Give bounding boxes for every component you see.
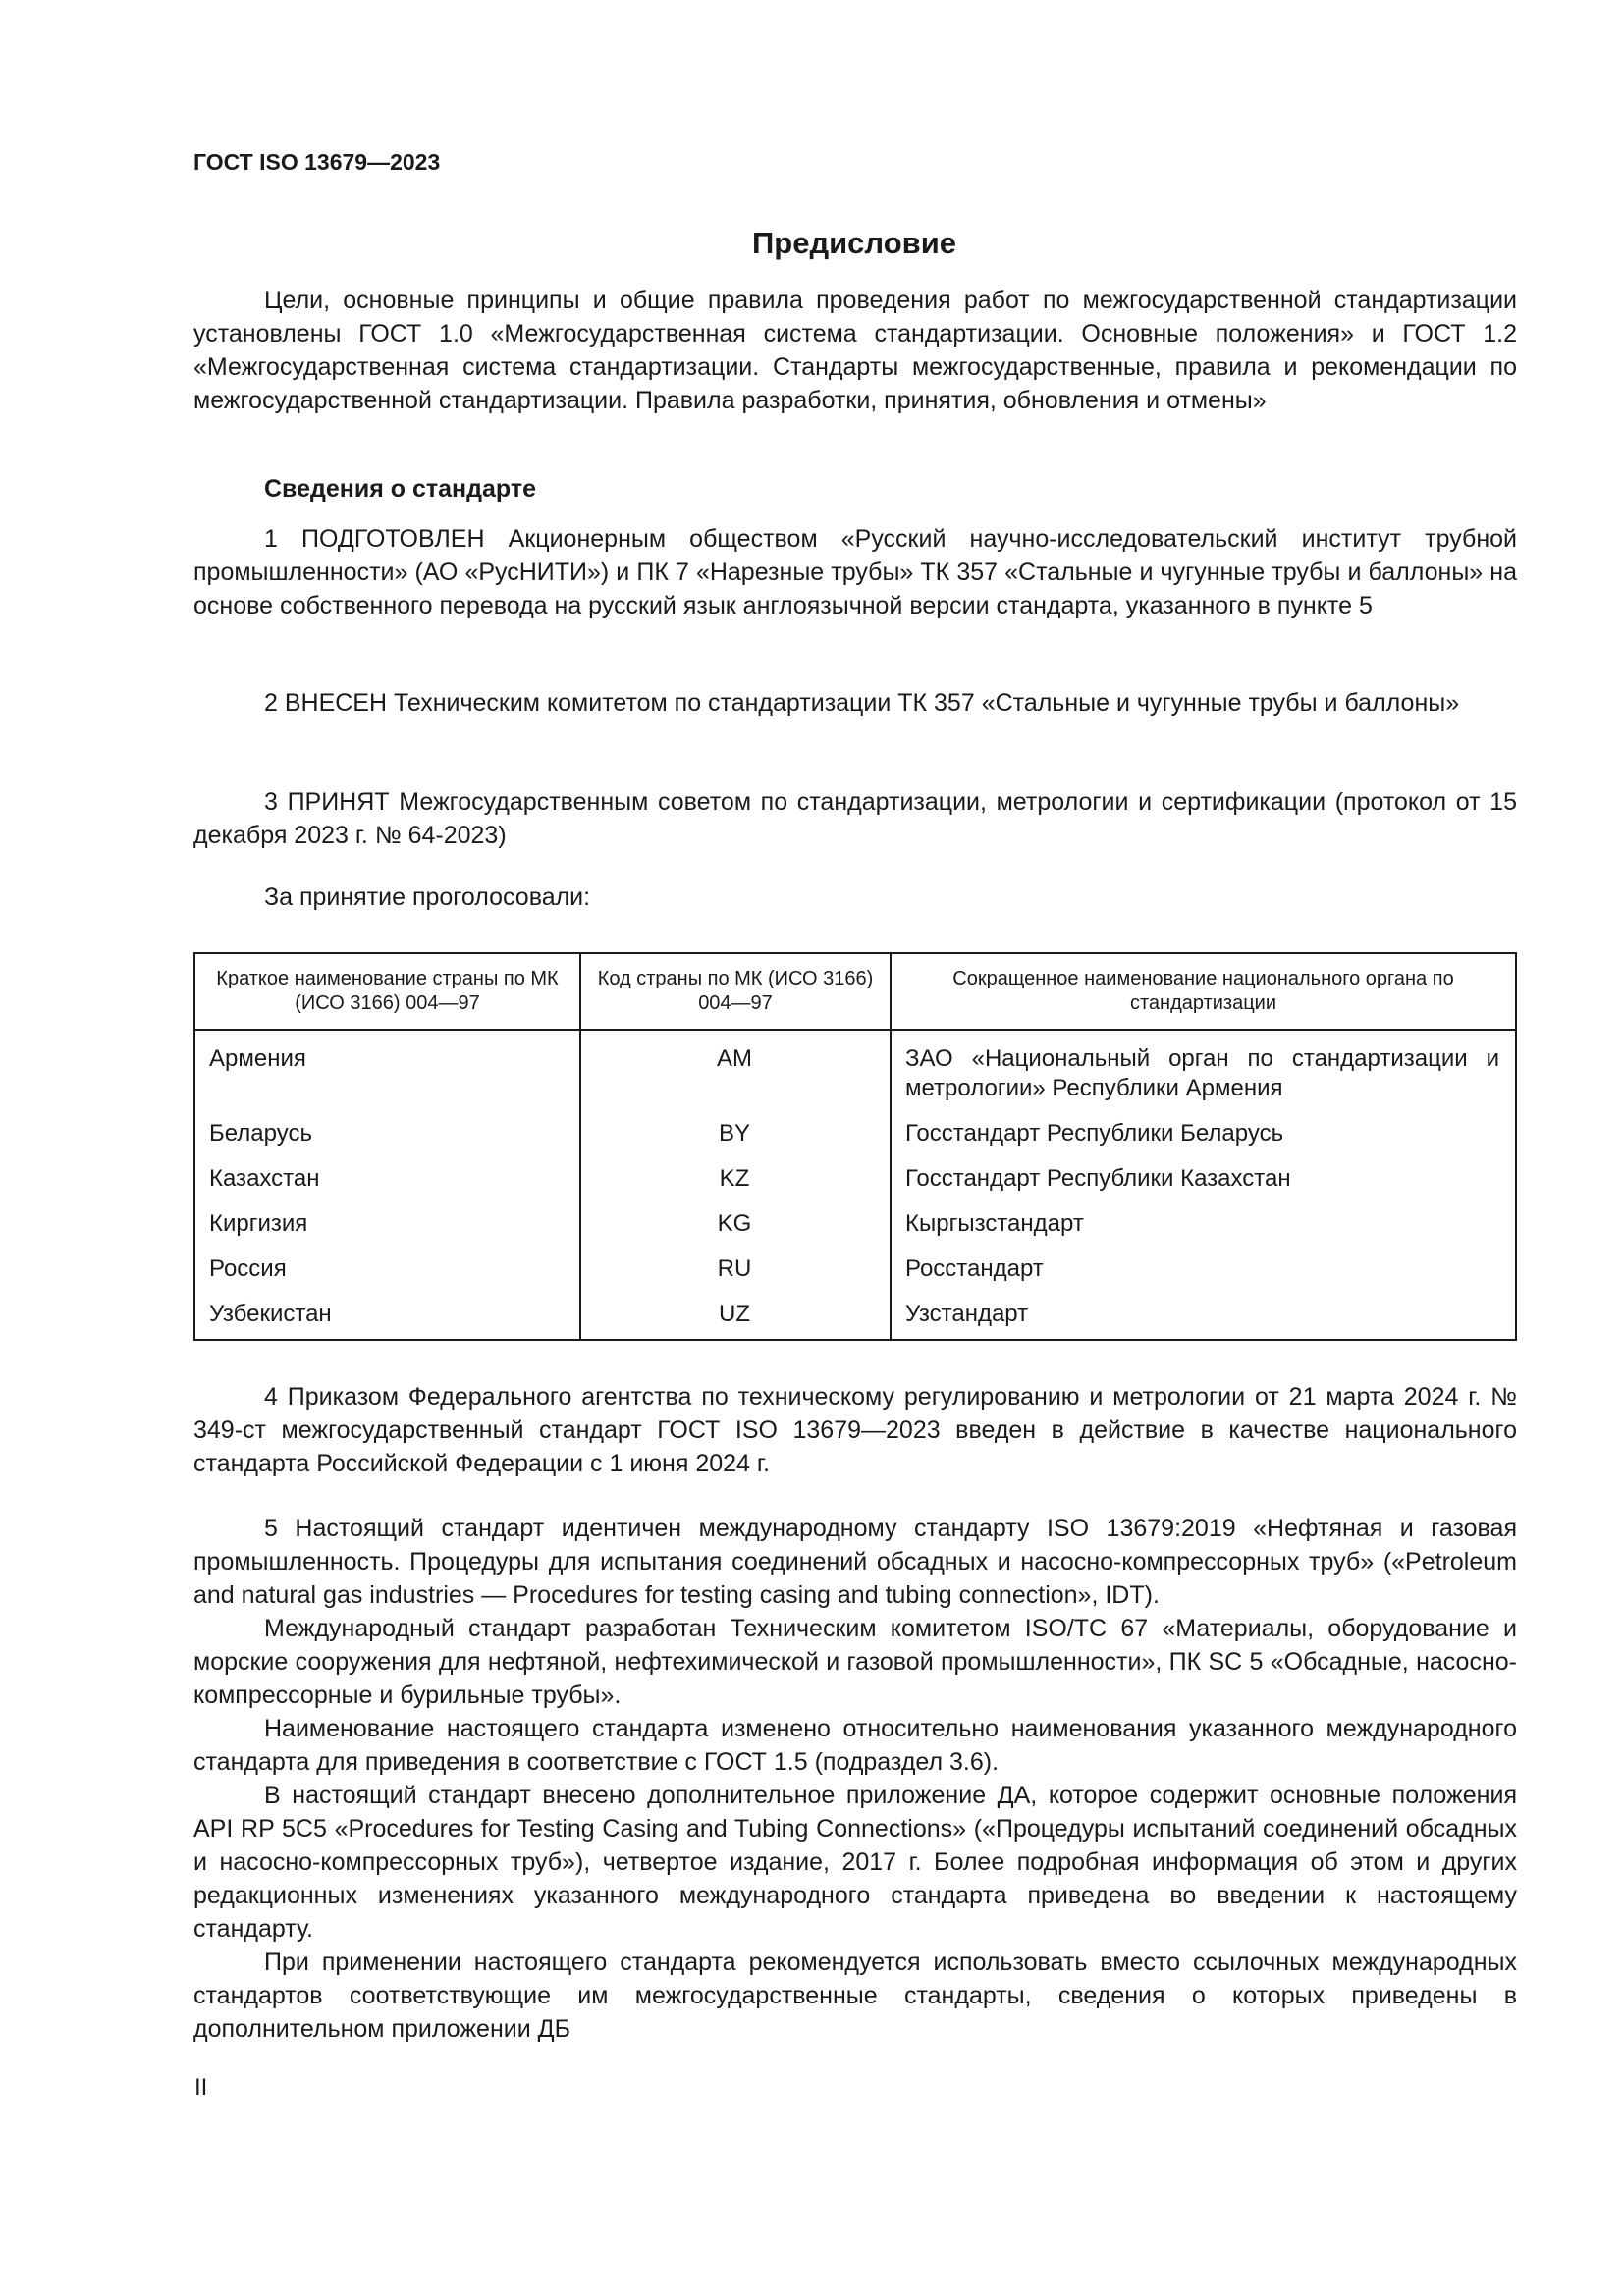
country-name-cell: Беларусь bbox=[194, 1111, 580, 1156]
column-header-country-name: Краткое наименование страны по МК (ИСО 3166) 004—97 bbox=[194, 953, 580, 1030]
country-name-cell: Казахстан bbox=[194, 1156, 580, 1201]
intro-paragraph: Цели, основные принципы и общие правила проведения работ по межгосударственной стандартизации установлены ГОСТ 1.0 «Межгосударственная система стандартизации. Основные положения» и ГОСТ 1.2 «Межгосударственная система стандартизации. Стандарты межгосударственные, правила и рекомендации по межгосударственной стандартизации. Правила разработки, принятия, обновления и отмены» bbox=[193, 287, 1517, 414]
page-title: Предисловие bbox=[751, 226, 956, 260]
country-name-cell: Армения bbox=[194, 1030, 580, 1111]
country-code-cell: BY bbox=[580, 1111, 891, 1156]
item-1-paragraph: 1 ПОДГОТОВЛЕН Акционерным обществом «Русский научно-исследовательский институт трубной промышленности» (АО «РусНИТИ») и ПК 7 «Нарезные трубы» ТК 357 «Стальные и чугунные трубы и баллоны» на основе собственного перевода на русский язык англоязычной версии стандарта, указанного в пункте 5 bbox=[193, 525, 1517, 619]
country-code-cell: AM bbox=[580, 1030, 891, 1111]
item-2-paragraph: 2 ВНЕСЕН Техническим комитетом по стандартизации ТК 357 «Стальные и чугунные трубы и баллоны» bbox=[264, 689, 1460, 717]
table-row bbox=[194, 1247, 1516, 1292]
national-body-cell: Госстандарт Республики Казахстан bbox=[891, 1156, 1516, 1201]
table-row bbox=[194, 1156, 1516, 1201]
country-name-cell: Киргизия bbox=[194, 1201, 580, 1247]
table-row bbox=[194, 1030, 1516, 1111]
country-code-cell: KZ bbox=[580, 1156, 891, 1201]
item-5-references-paragraph: При применении настоящего стандарта рекомендуется использовать вместо ссылочных международных стандартов соответствующие им межгосударственные стандарты, сведения о которых приведены в дополнительном приложении ДБ bbox=[193, 1949, 1517, 2043]
national-body-cell: Узстандарт bbox=[891, 1292, 1516, 1340]
table-row bbox=[194, 1201, 1516, 1247]
national-body-cell: ЗАО «Национальный орган по стандартизации и метрологии» Республики Армения bbox=[891, 1030, 1516, 1111]
country-code-cell: UZ bbox=[580, 1292, 891, 1340]
national-body-cell: Госстандарт Республики Беларусь bbox=[891, 1111, 1516, 1156]
page-number: II bbox=[194, 2074, 208, 2101]
table-header-row bbox=[194, 953, 1516, 1030]
country-name-cell: Узбекистан bbox=[194, 1292, 580, 1340]
country-code-cell: KG bbox=[580, 1201, 891, 1247]
vote-label: За принятие проголосовали: bbox=[264, 883, 591, 911]
section-subheading: Сведения о стандарте bbox=[264, 475, 537, 503]
item-5-developer-paragraph: Международный стандарт разработан Техническим комитетом ISO/TC 67 «Материалы, оборудование и морские сооружения для нефтяной, нефтехимической и газовой промышленности», ПК SC 5 «Обсадные, насосно-компрессорные и бурильные трубы». bbox=[193, 1615, 1517, 1709]
item-4-paragraph: 4 Приказом Федерального агентства по техническому регулированию и метрологии от 21 марта 2024 г. № 349-ст межгосударственный стандарт ГОСТ ISO 13679—2023 введен в действие в качестве национального стандарта Российской Федерации с 1 июня 2024 г. bbox=[193, 1383, 1517, 1477]
country-name-cell: Россия bbox=[194, 1247, 580, 1292]
document-header: ГОСТ ISO 13679—2023 bbox=[193, 149, 441, 175]
item-5-appendix-paragraph: В настоящий стандарт внесено дополнительное приложение ДА, которое содержит основные положения API RP 5C5 «Procedures for Testing Casing and Tubing Connections» («Процедуры испытаний соединений обсадных и насосно-компрессорных труб»), четвертое издание, 2017 г. Более подробная информация об этом и других редакционных изменениях указанного международного стандарта приведена во введении к настоящему стандарту. bbox=[193, 1782, 1517, 1943]
item-3-paragraph: 3 ПРИНЯТ Межгосударственным советом по стандартизации, метрологии и сертификации (протокол от 15 декабря 2023 г. № 64-2023) bbox=[193, 788, 1517, 849]
national-body-cell: Росстандарт bbox=[891, 1247, 1516, 1292]
item-5-section bbox=[193, 1512, 1517, 2046]
national-body-cell: Кыргызстандарт bbox=[891, 1201, 1516, 1247]
column-header-country-code: Код страны по МК (ИСО 3166) 004—97 bbox=[580, 953, 891, 1030]
table-row bbox=[194, 1292, 1516, 1340]
table-row bbox=[194, 1111, 1516, 1156]
item-5-paragraph: 5 Настоящий стандарт идентичен международному стандарту ISO 13679:2019 «Нефтяная и газовая промышленность. Процедуры для испытания соединений обсадных и насосно-компрессорных труб» («Petroleum and natural gas industries — Procedures for testing casing and tubing connection», IDT). bbox=[193, 1515, 1517, 1609]
column-header-national-body: Сокращенное наименование национального органа по стандартизации bbox=[891, 953, 1516, 1030]
countries-table bbox=[193, 952, 1517, 1341]
country-code-cell: RU bbox=[580, 1247, 891, 1292]
item-5-title-change-paragraph: Наименование настоящего стандарта изменено относительно наименования указанного международного стандарта для приведения в соответствие с ГОСТ 1.5 (подраздел 3.6). bbox=[193, 1715, 1517, 1776]
